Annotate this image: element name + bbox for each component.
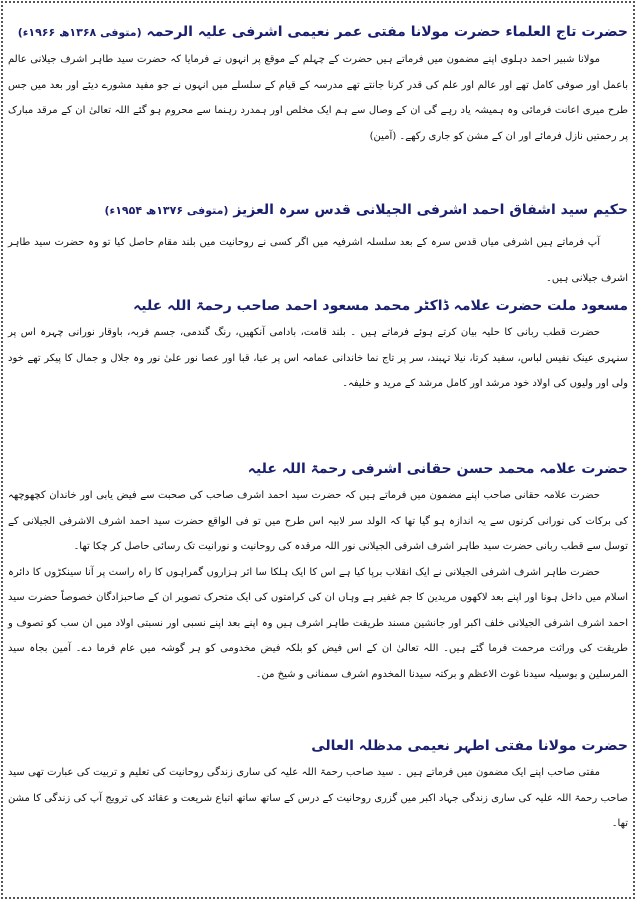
section-taj-ul-ulama <box>8 18 628 149</box>
heading-date: (متوفی ۱۳۶۸ھ ۱۹۶۶ء) <box>17 26 142 39</box>
paragraph: مولانا شبیر احمد دہلوی اپنے مضمون میں فرماتے ہیں حضرت کے چہلم کے موقع پر انہوں نے فرمایا کہ حضرت سید طاہر اشرف جیلانی عالم باعمل اور صوفی کامل تھے اور عالم اور علم کی قدر کرنا جانتے تھے مدرسہ کے قیام کے سلسلے میں انہوں نے جو مفید مشورے دیئے اور بعد میں جس طرح میری اعانت فرمائی وہ ہمیشہ یاد رہے گی ان کے وصال سے ہم ایک مخلص اور ہمدرد رہنما سے محروم ہو گئے اللہ تعالیٰ ان کے مرقد مبارک پر رحمتیں نازل فرمائے اور ان کے مشن کو جاری رکھے۔ (آمین) <box>8 54 628 142</box>
paragraph: آپ فرماتے ہیں اشرفی میاں قدس سرہ کے بعد سلسلہ اشرفیہ میں اگر کسی نے روحانیت میں بلند مقام حاصل کیا تو وہ حضرت سید طاہر اشرف جیلانی ہیں۔ <box>8 237 628 284</box>
heading-date: (متوفی ۱۳۷۶ھ ۱۹۵۴ء) <box>104 204 229 217</box>
paragraph: حضرت علامہ حقانی صاحب اپنے مضمون میں فرماتے ہیں کہ حضرت سید احمد اشرف صاحب کی صحبت سے فیض یابی اور خاندان کچھوچھہ کی برکات کی نورانی کرنوں سے یہ اندازہ ہو گیا تھا کہ الولد سر لابیہ اس طرح میں تو فی الواقع حضرت سید احمد اشرف الاشرفی الجیلانی کے توسل سے قطب ربانی حضرت سید طاہر اشرف اشرفی الجیلانی نور اللہ مرقدہ کی روحانیت و نورانیت تک رسائی حاصل کر چکا تھا۔ <box>8 490 628 552</box>
section-heading: حضرت علامہ محمد حسن حقانی اشرفی رحمۃ اللہ علیہ <box>247 461 628 477</box>
heading-text: حضرت تاج العلماء حضرت مولانا مفتی عمر نعیمی اشرفی علیہ الرحمہ <box>146 24 628 40</box>
section-allama-haqqani <box>8 455 628 687</box>
paragraph: مفتی صاحب اپنے ایک مضمون میں فرماتے ہیں ۔ سید صاحب رحمۃ اللہ علیہ کی ساری زندگی روحانیت کی تعلیم و تربیت کی عبارت تھی سید صاحب رحمۃ اللہ علیہ کی ساری زندگی جہاد اکبر میں گزری روحانیت کے درس کے ساتھ ساتھ اتباع شریعت و عقائد کی ترویج آپ کی زندگی کا مشن تھا۔ <box>8 767 628 829</box>
heading-text: حکیم سید اشفاق احمد اشرفی الجیلانی قدس سرہ العزیز <box>233 202 628 218</box>
section-heading: حضرت مولانا مفتی اطہر نعیمی مدظلہ العالی <box>311 738 628 754</box>
section-heading <box>8 196 628 225</box>
section-heading <box>8 18 628 47</box>
paragraph: حضرت قطب ربانی کا حلیہ بیان کرتے ہوئے فرماتے ہیں ۔ بلند قامت، بادامی آنکھیں، رنگ گندمی، جسم فربہ، باوقار نورانی چہرہ اس پر سنہری عینک نفیس لباس، سفید کرتا، نیلا تہبند، سر پر تاج نما خاندانی عمامہ اس پر عبا، قبا اور عصا نور علیٰ نور وہ جلال و جمال کا پیکر تھے خود ولی اور ولیوں کی اولاد خود مرشد اور کامل مرشد کے مرید و خلیفہ۔ <box>8 327 628 389</box>
section-hakeem-ishfaq <box>8 196 628 297</box>
section-heading: مسعود ملت حضرت علامہ ڈاکٹر محمد مسعود احمد صاحب رحمۃ اللہ علیہ <box>133 298 628 314</box>
paragraph: حضرت طاہر اشرف اشرفی الجیلانی نے ایک انقلاب برپا کیا ہے اس کا ایک ہلکا سا اثر ہزاروں گمراہوں کا راہ راست پر آنا سینکڑوں کا دائرہ اسلام میں داخل ہونا اور اپنے بعد لاکھوں مریدین کا جم غفیر ہے وہاں ان کی کرامتوں کی ایک متحرک تصویر ان کے صاحبزادگان خصوصاً حضرت سید احمد اشرف اشرفی الجیلانی خلف اکبر اور جانشین مسند طریقت طاہر اشرف ہیں وہ اپنے بعد اپنے نسبی اور نسبتی اولاد میں ان سب کو تصوف و طریقت کی وراثت مرحمت فرما گئے ہیں۔ اللہ تعالیٰ ان کے اس فیض کو بلکہ فیض مخدومی کو ہر گوشہ میں عام فرما دے۔ آمین بجاہ سید المرسلین و بوسیلہ سیدنا غوث الاعظم و برکتہ سیدنا المخدوم اشرف سمنانی و شیخ من۔ <box>8 566 628 680</box>
section-mufti-athar <box>8 732 628 837</box>
section-masood-millat <box>8 292 628 397</box>
